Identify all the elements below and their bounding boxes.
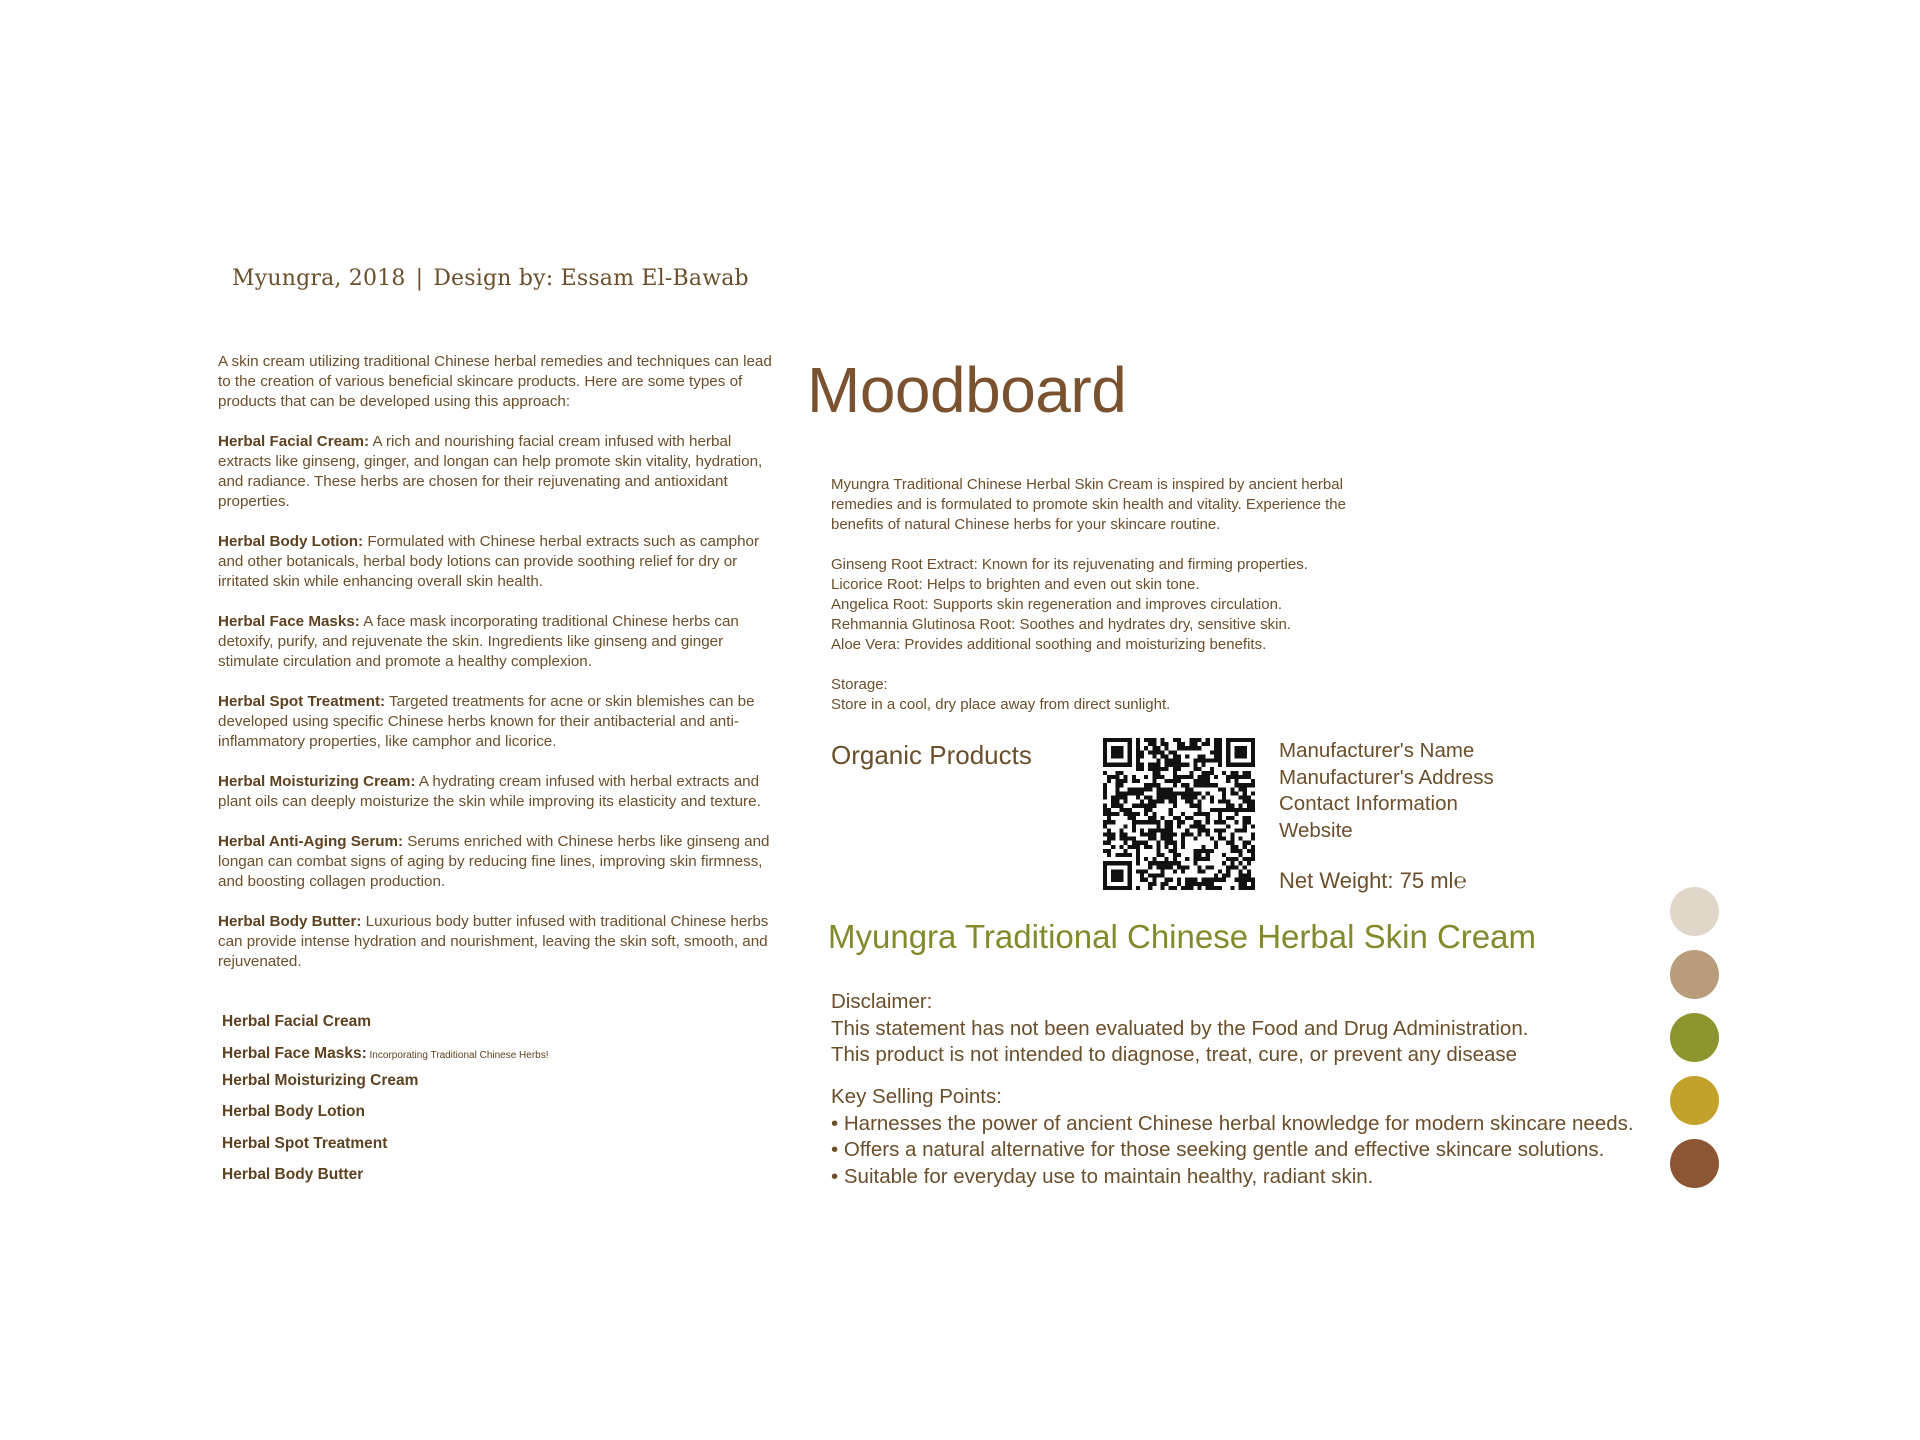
- product-desc: Targeted treatments for acne or skin blemishes can be developed using specific Chinese herbs known for their antibacterial and anti-inflammatory properties, like camphor and licorice.: [218, 693, 755, 750]
- ksp-item: • Offers a natural alternative for those seeking gentle and effective skincare solutions.: [831, 1138, 1605, 1161]
- manufacturer-address: Manufacturer's Address: [1279, 765, 1494, 789]
- product-name: Herbal Face Masks:: [218, 613, 360, 630]
- ksp-item: • Suitable for everyday use to maintain healthy, radiant skin.: [831, 1164, 1374, 1188]
- website: Website: [1279, 818, 1353, 842]
- ksp-item: • Harnesses the power of ancient Chinese herbal knowledge for modern skincare needs.: [831, 1111, 1634, 1135]
- product-paragraph: [218, 532, 778, 592]
- color-swatch: [1670, 1013, 1719, 1062]
- qr-code-icon: [1103, 738, 1255, 890]
- net-weight: Net Weight: 75 ml℮: [1279, 868, 1467, 893]
- ingredient-line: Angelica Root: Supports skin regeneration and improves circulation.: [831, 596, 1283, 613]
- ingredient-line: Licorice Root: Helps to brighten and even out skin tone.: [831, 576, 1200, 593]
- product-desc: Formulated with Chinese herbal extracts such as camphor and other botanicals, herbal body lotions can provide soothing relief for dry or irritated skin while enhancing overall skin health.: [218, 533, 760, 590]
- product-desc: Serums enriched with Chinese herbs like ginseng and longan can combat signs of aging by reducing fine lines, improving skin firmness, and boosting collagen production.: [218, 833, 770, 890]
- product-desc: Luxurious body butter infused with traditional Chinese herbs can provide intense hydration and nourishment, leaving the skin soft, smooth, and rejuvenated.: [218, 913, 769, 970]
- product-name: Herbal Body Lotion:: [218, 533, 364, 550]
- list-item: [222, 1165, 549, 1197]
- header-designer: Design by: Essam El-Bawab: [433, 266, 749, 291]
- list-item: [222, 1012, 549, 1044]
- disclaimer-label: Disclaimer:: [831, 990, 933, 1013]
- product-name: Herbal Spot Treatment:: [218, 693, 386, 710]
- storage-text: Store in a cool, dry place away from direct sunlight.: [831, 696, 1171, 713]
- ingredient-line: Ginseng Root Extract: Known for its rejuvenating and firming properties.: [831, 556, 1308, 573]
- list-item-label: Herbal Face Masks:: [222, 1044, 367, 1062]
- list-item: [222, 1102, 549, 1134]
- list-item-label: Herbal Body Butter: [222, 1166, 364, 1183]
- label-copy: [831, 475, 1391, 735]
- storage-label: Storage:: [831, 676, 888, 693]
- header-separator: |: [415, 266, 424, 291]
- list-item-label: Herbal Spot Treatment: [222, 1134, 388, 1152]
- manufacturer-info: [1279, 738, 1494, 844]
- product-desc: A rich and nourishing facial cream infused with herbal extracts like ginseng, ginger, and longan can help promote skin vitality, hydration, and radiance. These herbs are chosen for their rejuvenating and antioxidant properties.: [218, 433, 763, 510]
- product-desc: A face mask incorporating traditional Chinese herbs can detoxify, purify, and rejuvenate the skin. Ingredients like ginseng and ginger stimulate circulation and promote a healthy complexion.: [218, 613, 739, 670]
- product-description-column: [218, 352, 778, 992]
- moodboard-intro: Myungra Traditional Chinese Herbal Skin Cream is inspired by ancient herbal remedies and is formulated to promote skin health and vitality. Experience the benefits of natural Chinese herbs for your skincare routine.: [831, 476, 1346, 533]
- moodboard-title: Moodboard: [807, 354, 1127, 426]
- product-name: Herbal Facial Cream:: [218, 433, 370, 450]
- ingredient-line: Rehmannia Glutinosa Root: Soothes and hydrates dry, sensitive skin.: [831, 616, 1291, 633]
- list-item-label: Herbal Moisturizing Cream: [222, 1071, 419, 1089]
- ingredient-line: Aloe Vera: Provides additional soothing and moisturizing benefits.: [831, 636, 1267, 653]
- product-desc: A hydrating cream infused with herbal extracts and plant oils can deeply moisturize the skin while improving its elasticity and texture.: [218, 773, 761, 810]
- product-name: Herbal Moisturizing Cream:: [218, 773, 416, 790]
- product-paragraph: [218, 612, 778, 672]
- ksp-label: Key Selling Points:: [831, 1085, 1002, 1108]
- contact-information: Contact Information: [1279, 792, 1458, 815]
- product-name: Herbal Body Butter:: [218, 913, 362, 930]
- disclaimer-line: This product is not intended to diagnose, treat, cure, or prevent any disease: [831, 1043, 1518, 1066]
- list-item-label: Herbal Body Lotion: [222, 1103, 365, 1120]
- organic-products-label: Organic Products: [831, 740, 1032, 770]
- product-title: Myungra Traditional Chinese Herbal Skin Cream: [828, 918, 1536, 955]
- list-item-note: Incorporating Traditional Chinese Herbs!: [366, 1049, 549, 1061]
- page-header: [232, 266, 749, 291]
- intro-paragraph: A skin cream utilizing traditional Chinese herbal remedies and techniques can lead to the creation of various beneficial skincare products. Here are some types of products that can be developed using this approach:: [218, 353, 772, 410]
- key-selling-points: [831, 1084, 1634, 1190]
- disclaimer-block: [831, 989, 1528, 1069]
- product-list: [222, 1012, 549, 1197]
- list-item: [222, 1044, 549, 1071]
- storage-block: [831, 675, 1391, 715]
- list-item: [222, 1134, 549, 1166]
- color-swatch: [1670, 1076, 1719, 1125]
- ingredient-list: [831, 555, 1391, 655]
- product-paragraph: [218, 432, 778, 512]
- disclaimer-line: This statement has not been evaluated by the Food and Drug Administration.: [831, 1016, 1529, 1040]
- color-swatch: [1670, 1139, 1719, 1188]
- color-swatch: [1670, 950, 1719, 999]
- product-paragraph: [218, 832, 778, 892]
- product-paragraph: [218, 692, 778, 752]
- product-name: Herbal Anti-Aging Serum:: [218, 833, 404, 850]
- header-project: Myungra, 2018: [232, 266, 406, 291]
- color-swatch: [1670, 887, 1719, 936]
- manufacturer-name: Manufacturer's Name: [1279, 739, 1475, 762]
- list-item-label: Herbal Facial Cream: [222, 1013, 372, 1030]
- list-item: [222, 1071, 549, 1103]
- product-paragraph: [218, 912, 778, 972]
- product-paragraph: [218, 772, 778, 812]
